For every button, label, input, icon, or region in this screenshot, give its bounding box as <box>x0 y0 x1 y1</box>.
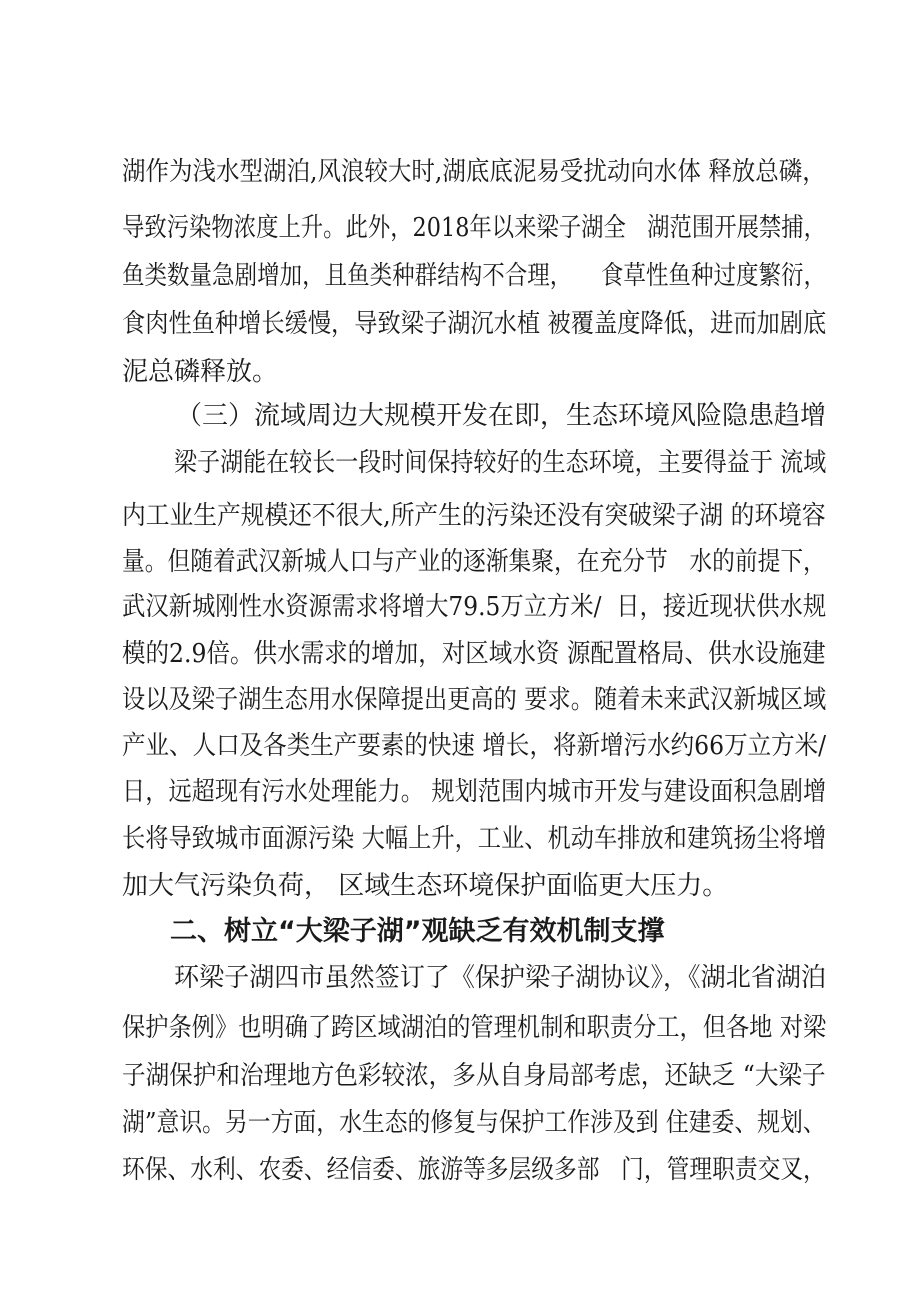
paragraph-1-line-2: 导致污染物浓度上升。此外，2018年以来梁子湖全 湖范围开展禁捕， <box>122 213 826 243</box>
paragraph-1-line-1: 湖作为浅水型湖泊,风浪较大时,湖底底泥易受扰动向水体 释放总磷， <box>122 157 826 187</box>
paragraph-3-line-2: 保护条例》也明确了跨区域湖泊的管理机制和职责分工，但各地 对梁 <box>122 1013 827 1043</box>
paragraph-2-line-5: 模的2.9倍。供水需求的增加，对区域水资 源配置格局、供水设施建 <box>122 639 826 669</box>
paragraph-3-line-4: 湖”意识。另一方面，水生态的修复与保护工作涉及到 住建委、规划、 <box>122 1108 826 1138</box>
paragraph-2-line-2: 内工业生产规模还不很大,所产生的污染还没有突破梁子湖 的环境容 <box>122 501 826 531</box>
paragraph-2-line-9: 长将导致城市面源污染 大幅上升，工业、机动车排放和建筑扬尘将增 <box>122 824 827 854</box>
paragraph-2-line-7: 产业、人口及各类生产要素的快速 增长，将新增污水约66万立方米/ <box>122 731 827 761</box>
paragraph-3-line-1: 环梁子湖四市虽然签订了《保护梁子湖协议》，《湖北省湖泊 <box>174 963 827 993</box>
paragraph-3-line-3: 子湖保护和治理地方色彩较浓，多从自身局部考虑，还缺乏 “大梁子 <box>122 1061 826 1091</box>
paragraph-2-line-4: 武汉新城刚性水资源需求将增大79.5万立方米/ 日，接近现状供水规 <box>122 592 827 622</box>
paragraph-2-line-1: 梁子湖能在较长一段时间保持较好的生态环境，主要得益于 流域 <box>174 448 827 478</box>
subheading-3: （三）流域周边大规模开发在即，生态环境风险隐患趋增 <box>176 401 827 431</box>
paragraph-2-line-6: 设以及梁子湖生态用水保障提出更高的 要求。随着未来武汉新城区域 <box>122 685 827 715</box>
section-heading-2: 二、树立“大梁子湖”观缺乏有效机制支撑 <box>170 916 665 947</box>
paragraph-1-line-4: 食肉性鱼种增长缓慢，导致梁子湖沉水植 被覆盖度降低，进而加剧底 <box>122 309 827 339</box>
paragraph-1-line-5: 泥总磷释放。 <box>122 357 279 387</box>
paragraph-3-line-5: 环保、水利、农委、经信委、旅游等多层级多部 门，管理职责交叉， <box>122 1155 826 1185</box>
paragraph-2-line-3: 量。但随着武汉新城人口与产业的逐渐集聚，在充分节 水的前提下， <box>122 547 826 577</box>
paragraph-2-line-8: 日，远超现有污水处理能力。 规划范围内城市开发与建设面积急剧增 <box>122 777 827 807</box>
paragraph-1-line-3: 鱼类数量急剧增加，且鱼类种群结构不合理， 食草性鱼种过度繁衍， <box>122 261 827 291</box>
paragraph-2-line-10: 加大气污染负荷， 区域生态环境保护面临更大压力。 <box>122 871 729 901</box>
